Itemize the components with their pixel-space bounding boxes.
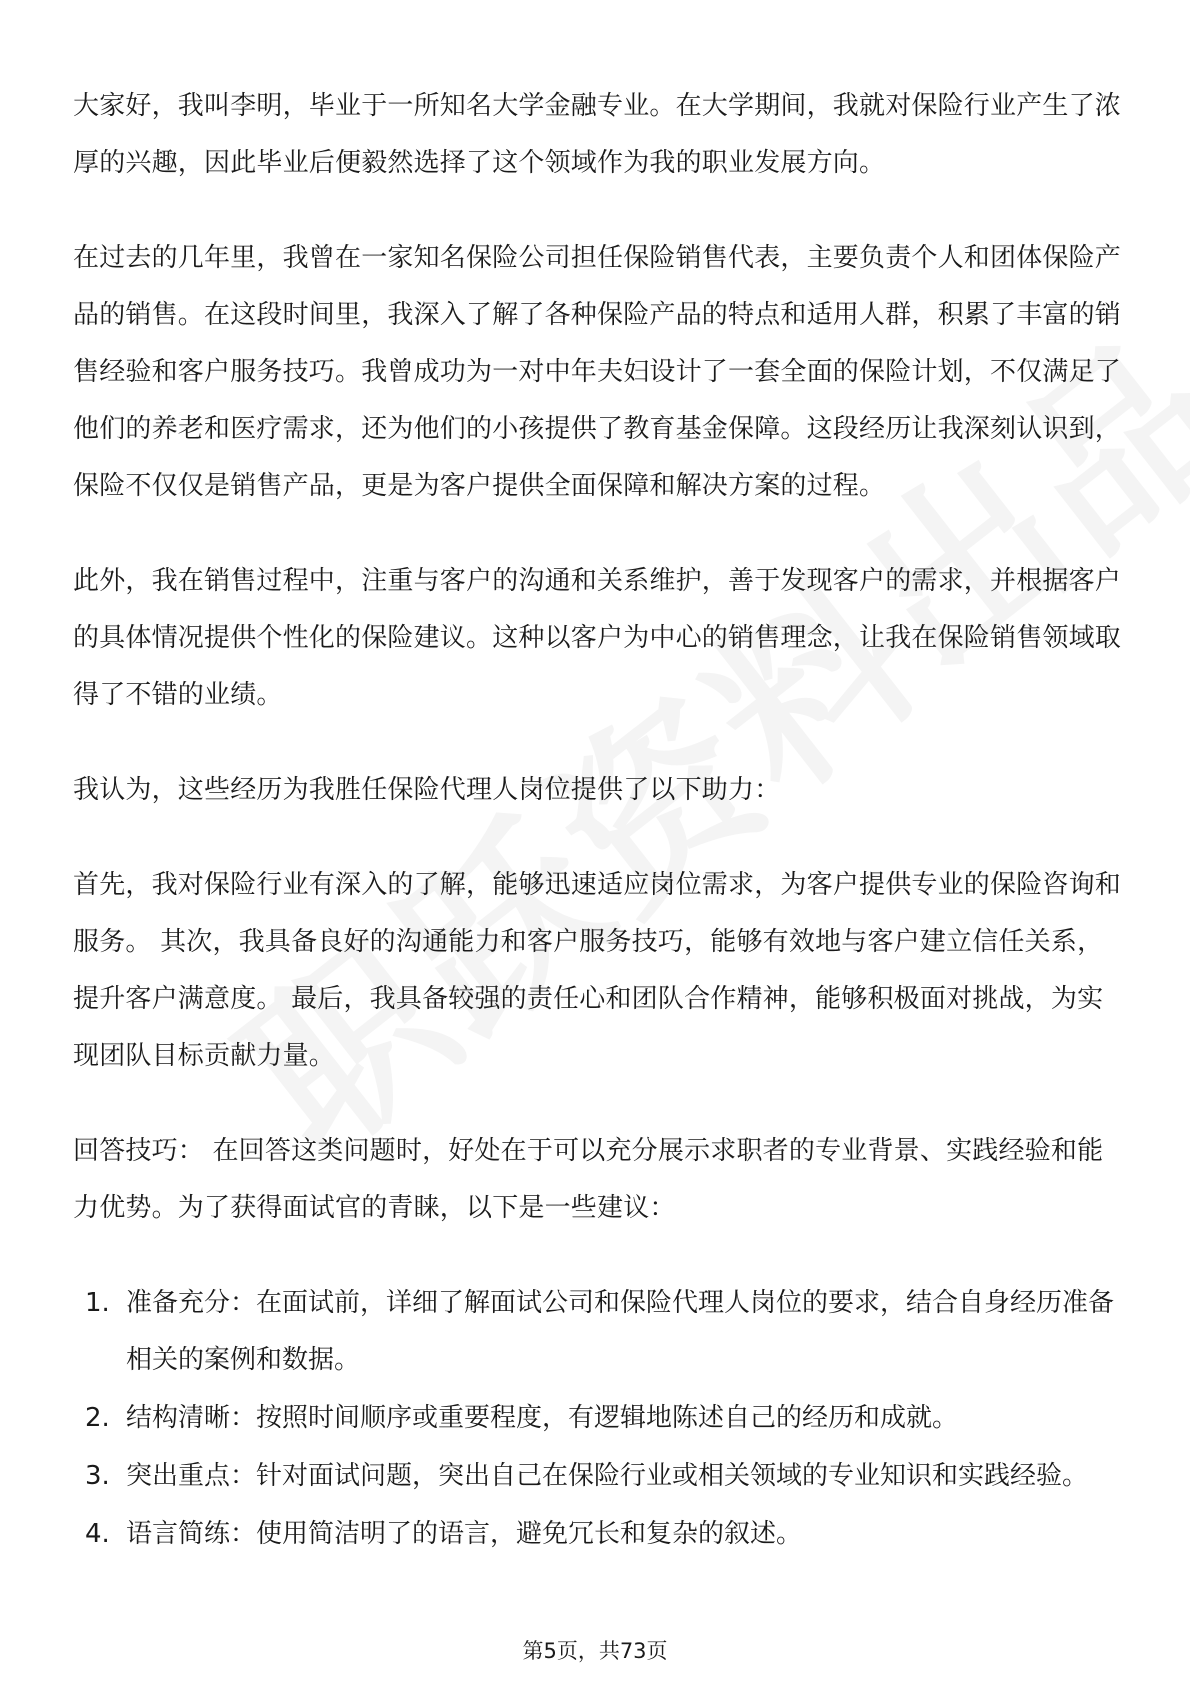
list-item-number: 2. xyxy=(85,1403,110,1433)
list-item-number: 3. xyxy=(85,1461,110,1491)
list-item-text: 语言简练：使用简洁明了的语言，避免冗长和复杂的叙述。 xyxy=(126,1519,803,1549)
list-item-number: 1. xyxy=(85,1288,110,1318)
paragraph-answer-tips: 回答技巧： 在回答这类问题时，好处在于可以充分展示求职者的专业背景、实践经验和能力优势。为了获得面试官的青睐，以下是一些建议： xyxy=(73,1136,1104,1223)
list-item-text: 结构清晰：按照时间顺序或重要程度，有逻辑地陈述自己的经历和成就。 xyxy=(126,1403,959,1433)
paragraph-intro: 大家好，我叫李明，毕业于一所知名大学金融专业。在大学期间，我就对保险行业产生了浓厚的兴趣，因此毕业后便毅然选择了这个领域作为我的职业发展方向。 xyxy=(73,91,1122,178)
list-item xyxy=(73,1275,1123,1389)
list-item-text: 准备充分：在面试前，详细了解面试公司和保险代理人岗位的要求，结合自身经历准备相关的案例和数据。 xyxy=(126,1288,1115,1375)
list-item xyxy=(73,1390,1123,1447)
tips-list xyxy=(73,1275,1123,1563)
list-item-text: 突出重点：针对面试问题，突出自己在保险行业或相关领域的专业知识和实践经验。 xyxy=(126,1461,1089,1491)
paragraph-summary-lead: 我认为，这些经历为我胜任保险代理人岗位提供了以下助力： xyxy=(73,775,781,805)
paragraph-strengths: 首先，我对保险行业有深入的了解，能够迅速适应岗位需求，为客户提供专业的保险咨询和服务。 其次，我具备良好的沟通能力和客户服务技巧，能够有效地与客户建立信任关系，提升客户满意度。 最后，我具备较强的责任心和团队合作精神，能够积极面对挑战，为实现团队目标贡献力量。 xyxy=(73,870,1122,1071)
list-item xyxy=(73,1506,1123,1563)
paragraph-communication: 此外，我在销售过程中，注重与客户的沟通和关系维护，善于发现客户的需求，并根据客户的具体情况提供个性化的保险建议。这种以客户为中心的销售理念，让我在保险销售领域取得了不错的业绩。 xyxy=(73,566,1122,710)
list-item xyxy=(73,1448,1123,1505)
paragraph-experience: 在过去的几年里，我曾在一家知名保险公司担任保险销售代表，主要负责个人和团体保险产品的销售。在这段时间里，我深入了解了各种保险产品的特点和适用人群，积累了丰富的销售经验和客户服务技巧。我曾成功为一对中年夫妇设计了一套全面的保险计划，不仅满足了他们的养老和医疗需求，还为他们的小孩提供了教育基金保障。这段经历让我深刻认识到，保险不仅仅是销售产品，更是为客户提供全面保障和解决方案的过程。 xyxy=(73,243,1122,501)
document-body xyxy=(73,78,1123,1564)
page-number-footer: 第5页，共73页 xyxy=(522,1639,668,1663)
list-item-number: 4. xyxy=(85,1519,110,1549)
